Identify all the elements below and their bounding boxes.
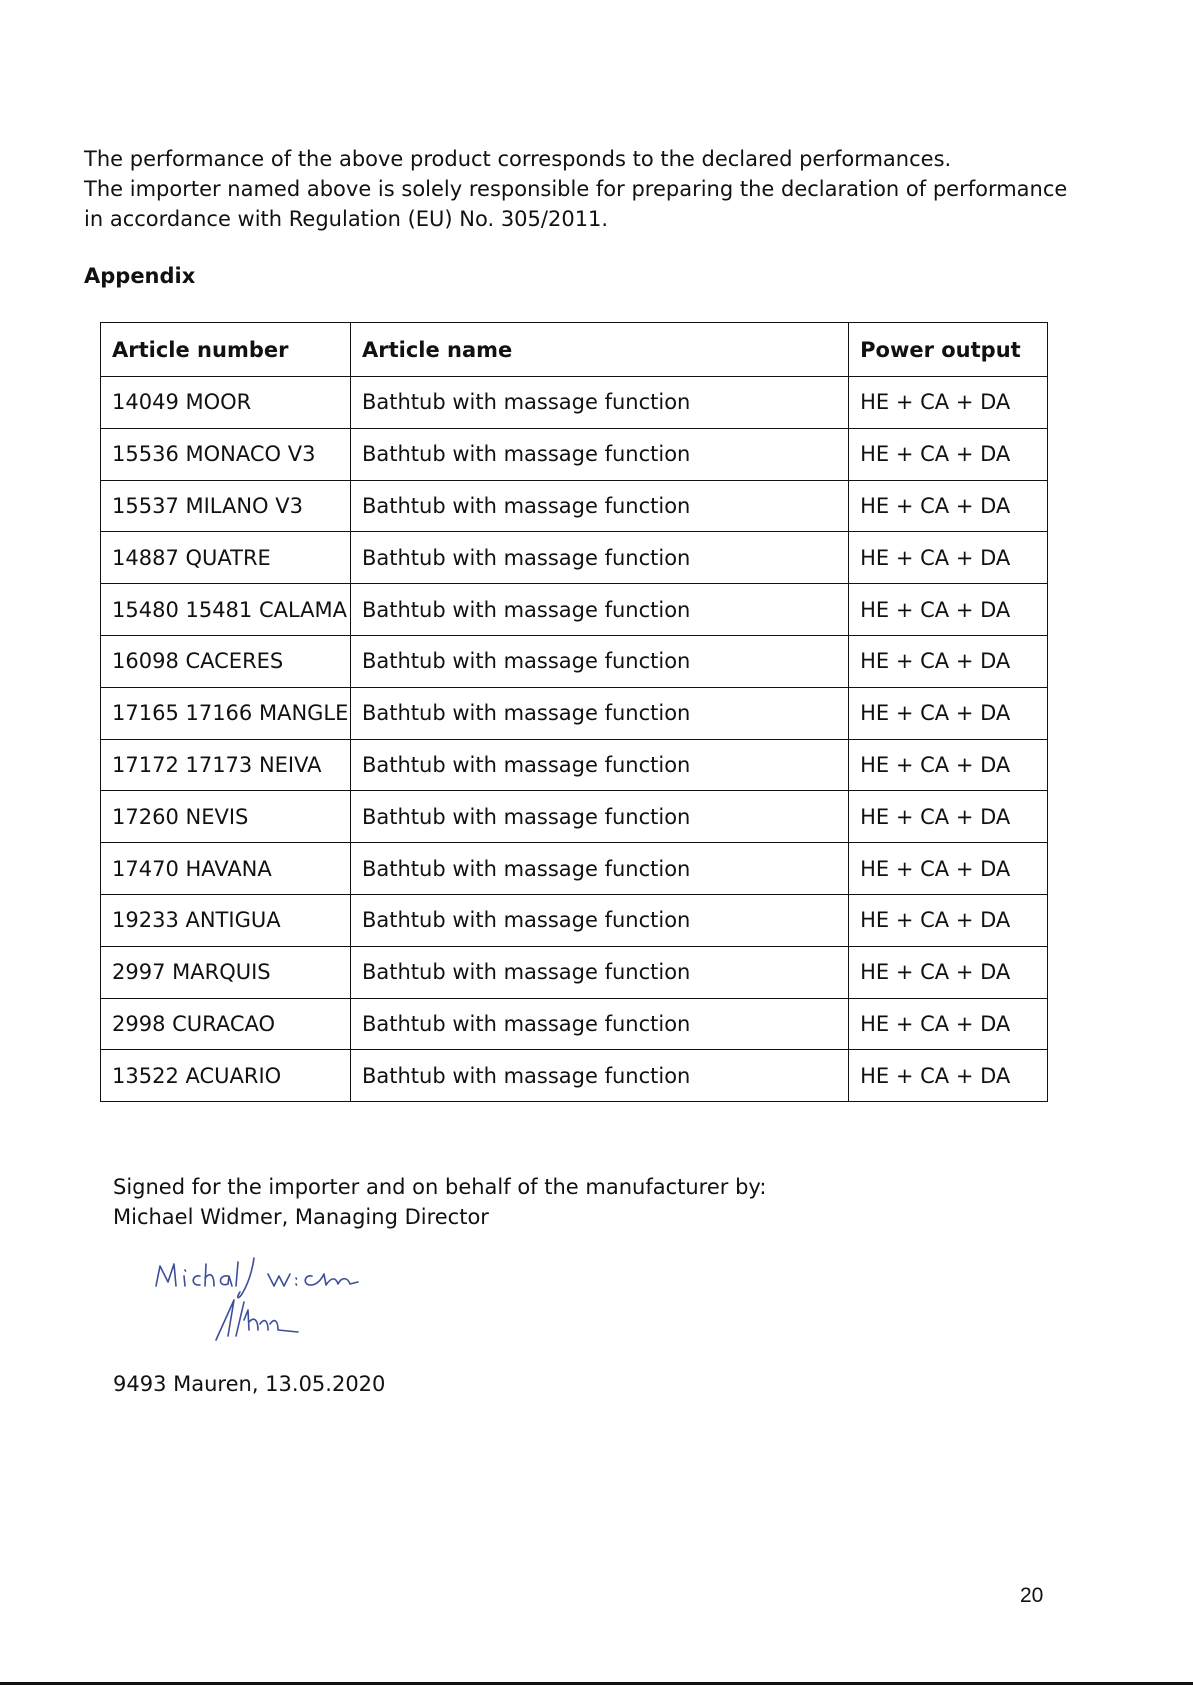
article-name-cell: Bathtub with massage function	[350, 687, 848, 739]
table-row	[101, 377, 1048, 429]
table-row	[101, 687, 1048, 739]
article-name-cell: Bathtub with massage function	[350, 946, 848, 998]
column-header-article-name: Article name	[350, 323, 848, 377]
article-number-cell: 17165 17166 MANGLE	[101, 687, 351, 739]
article-name-cell: Bathtub with massage function	[350, 584, 848, 636]
table-row	[101, 480, 1048, 532]
handwritten-signature	[148, 1248, 398, 1348]
power-output-cell: HE + CA + DA	[849, 687, 1048, 739]
power-output-cell: HE + CA + DA	[849, 428, 1048, 480]
table-row	[101, 791, 1048, 843]
power-output-cell: HE + CA + DA	[849, 584, 1048, 636]
power-output-cell: HE + CA + DA	[849, 843, 1048, 895]
power-output-cell: HE + CA + DA	[849, 894, 1048, 946]
article-number-cell: 17470 HAVANA	[101, 843, 351, 895]
article-name-cell: Bathtub with massage function	[350, 843, 848, 895]
article-name-cell: Bathtub with massage function	[350, 480, 848, 532]
power-output-cell: HE + CA + DA	[849, 998, 1048, 1050]
table-row	[101, 739, 1048, 791]
signoff-block	[113, 1172, 766, 1232]
article-number-cell: 17172 17173 NEIVA	[101, 739, 351, 791]
table-row	[101, 1050, 1048, 1102]
article-number-cell: 2997 MARQUIS	[101, 946, 351, 998]
article-number-cell: 14887 QUATRE	[101, 532, 351, 584]
intro-paragraph	[84, 144, 1084, 234]
article-number-cell: 16098 CACERES	[101, 635, 351, 687]
article-number-cell: 17260 NEVIS	[101, 791, 351, 843]
table-body	[101, 377, 1048, 1102]
column-header-power-output: Power output	[849, 323, 1048, 377]
article-table	[100, 322, 1048, 1102]
article-name-cell: Bathtub with massage function	[350, 1050, 848, 1102]
article-name-cell: Bathtub with massage function	[350, 894, 848, 946]
place-date: 9493 Mauren, 13.05.2020	[113, 1372, 386, 1396]
table-row	[101, 532, 1048, 584]
intro-line-2: The importer named above is solely responsible for preparing the declaration of performance	[84, 177, 1068, 201]
table-header-row	[101, 323, 1048, 377]
article-number-cell: 2998 CURACAO	[101, 998, 351, 1050]
appendix-heading: Appendix	[84, 264, 196, 288]
intro-line-1: The performance of the above product corresponds to the declared performances.	[84, 147, 952, 171]
power-output-cell: HE + CA + DA	[849, 946, 1048, 998]
power-output-cell: HE + CA + DA	[849, 1050, 1048, 1102]
power-output-cell: HE + CA + DA	[849, 635, 1048, 687]
article-name-cell: Bathtub with massage function	[350, 428, 848, 480]
intro-line-3: in accordance with Regulation (EU) No. 305/2011.	[84, 207, 609, 231]
article-number-cell: 15480 15481 CALAMA	[101, 584, 351, 636]
page-number: 20	[1020, 1584, 1044, 1607]
table-row	[101, 584, 1048, 636]
article-name-cell: Bathtub with massage function	[350, 635, 848, 687]
power-output-cell: HE + CA + DA	[849, 739, 1048, 791]
table-row	[101, 843, 1048, 895]
power-output-cell: HE + CA + DA	[849, 791, 1048, 843]
table-row	[101, 428, 1048, 480]
column-header-article-number: Article number	[101, 323, 351, 377]
power-output-cell: HE + CA + DA	[849, 532, 1048, 584]
article-number-cell: 15537 MILANO V3	[101, 480, 351, 532]
table-row	[101, 946, 1048, 998]
article-name-cell: Bathtub with massage function	[350, 739, 848, 791]
table-row	[101, 635, 1048, 687]
article-name-cell: Bathtub with massage function	[350, 791, 848, 843]
table-row	[101, 894, 1048, 946]
signatory-name: Michael Widmer, Managing Director	[113, 1205, 489, 1229]
article-number-cell: 14049 MOOR	[101, 377, 351, 429]
article-name-cell: Bathtub with massage function	[350, 377, 848, 429]
power-output-cell: HE + CA + DA	[849, 377, 1048, 429]
article-number-cell: 19233 ANTIGUA	[101, 894, 351, 946]
signoff-statement: Signed for the importer and on behalf of the manufacturer by:	[113, 1175, 767, 1199]
article-name-cell: Bathtub with massage function	[350, 532, 848, 584]
power-output-cell: HE + CA + DA	[849, 480, 1048, 532]
article-number-cell: 15536 MONACO V3	[101, 428, 351, 480]
table-row	[101, 998, 1048, 1050]
article-number-cell: 13522 ACUARIO	[101, 1050, 351, 1102]
article-name-cell: Bathtub with massage function	[350, 998, 848, 1050]
